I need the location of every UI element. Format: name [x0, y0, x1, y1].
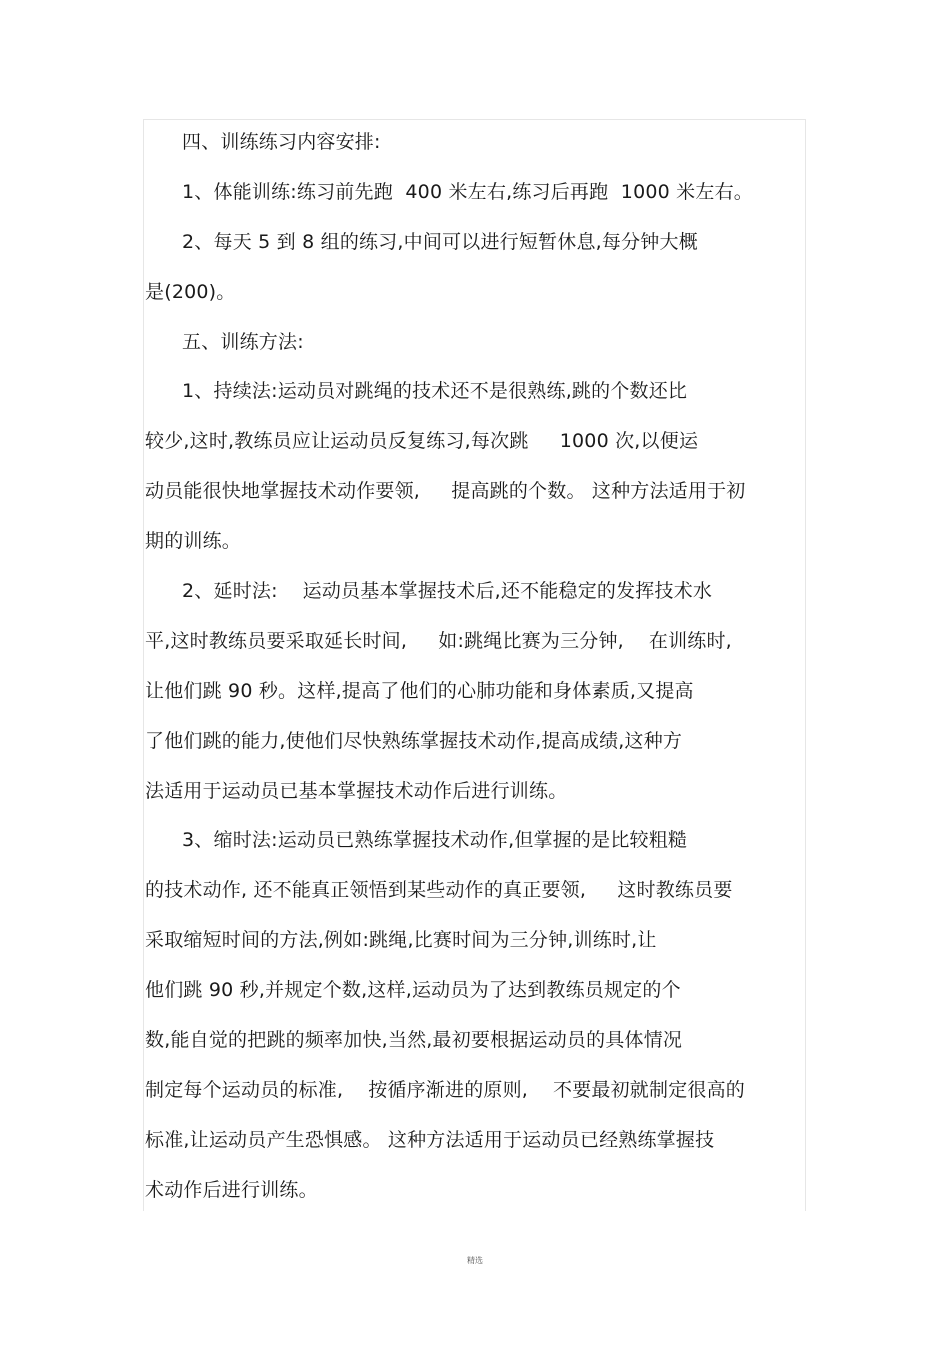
text-line: 2、每天 5 到 8 组的练习,中间可以进行短暂休息,每分钟大概	[182, 231, 698, 253]
text-line: 采取缩短时间的方法,例如:跳绳,比赛时间为三分钟,训练时,让	[145, 929, 657, 951]
text-line: 1、体能训练:练习前先跑 400 米左右,练习后再跑 1000 米左右。	[182, 181, 753, 203]
text-line: 数,能自觉的把跳的频率加快,当然,最初要根据运动员的具体情况	[145, 1029, 683, 1051]
text-line: 期的训练。	[145, 530, 242, 552]
text-line: 制定每个运动员的标准, 按循序渐进的原则, 不要最初就制定很高的	[145, 1079, 745, 1101]
text-line: 是(200)。	[145, 281, 236, 303]
text-line: 让他们跳 90 秒。这样,提高了他们的心肺功能和身体素质,又提高	[145, 680, 694, 702]
page-footer: 精选	[467, 1256, 483, 1265]
section-heading-5: 五、训练方法:	[182, 331, 304, 353]
text-line: 了他们跳的能力,使他们尽快熟练掌握技术动作,提高成绩,这种方	[145, 730, 683, 752]
text-line: 3、缩时法:运动员已熟练掌握技术动作,但掌握的是比较粗糙	[182, 829, 688, 851]
text-line: 2、延时法: 运动员基本掌握技术后,还不能稳定的发挥技术水	[182, 580, 713, 602]
text-line: 术动作后进行训练。	[145, 1179, 318, 1201]
text-line: 较少,这时,教练员应让运动员反复练习,每次跳 1000 次,以便运	[145, 430, 699, 452]
text-line: 他们跳 90 秒,并规定个数,这样,运动员为了达到教练员规定的个	[145, 979, 681, 1001]
text-line: 法适用于运动员已基本掌握技术动作后进行训练。	[145, 780, 568, 802]
text-line: 平,这时教练员要采取延长时间, 如:跳绳比赛为三分钟, 在训练时,	[145, 630, 732, 652]
text-line: 标准,让运动员产生恐惧感。 这种方法适用于运动员已经熟练掌握技	[145, 1129, 715, 1151]
text-line: 的技术动作, 还不能真正领悟到某些动作的真正要领, 这时教练员要	[145, 879, 733, 901]
text-line: 动员能很快地掌握技术动作要领, 提高跳的个数。 这种方法适用于初	[145, 480, 746, 502]
text-line: 1、持续法:运动员对跳绳的技术还不是很熟练,跳的个数还比	[182, 380, 688, 402]
section-heading-4: 四、训练练习内容安排:	[182, 131, 381, 153]
